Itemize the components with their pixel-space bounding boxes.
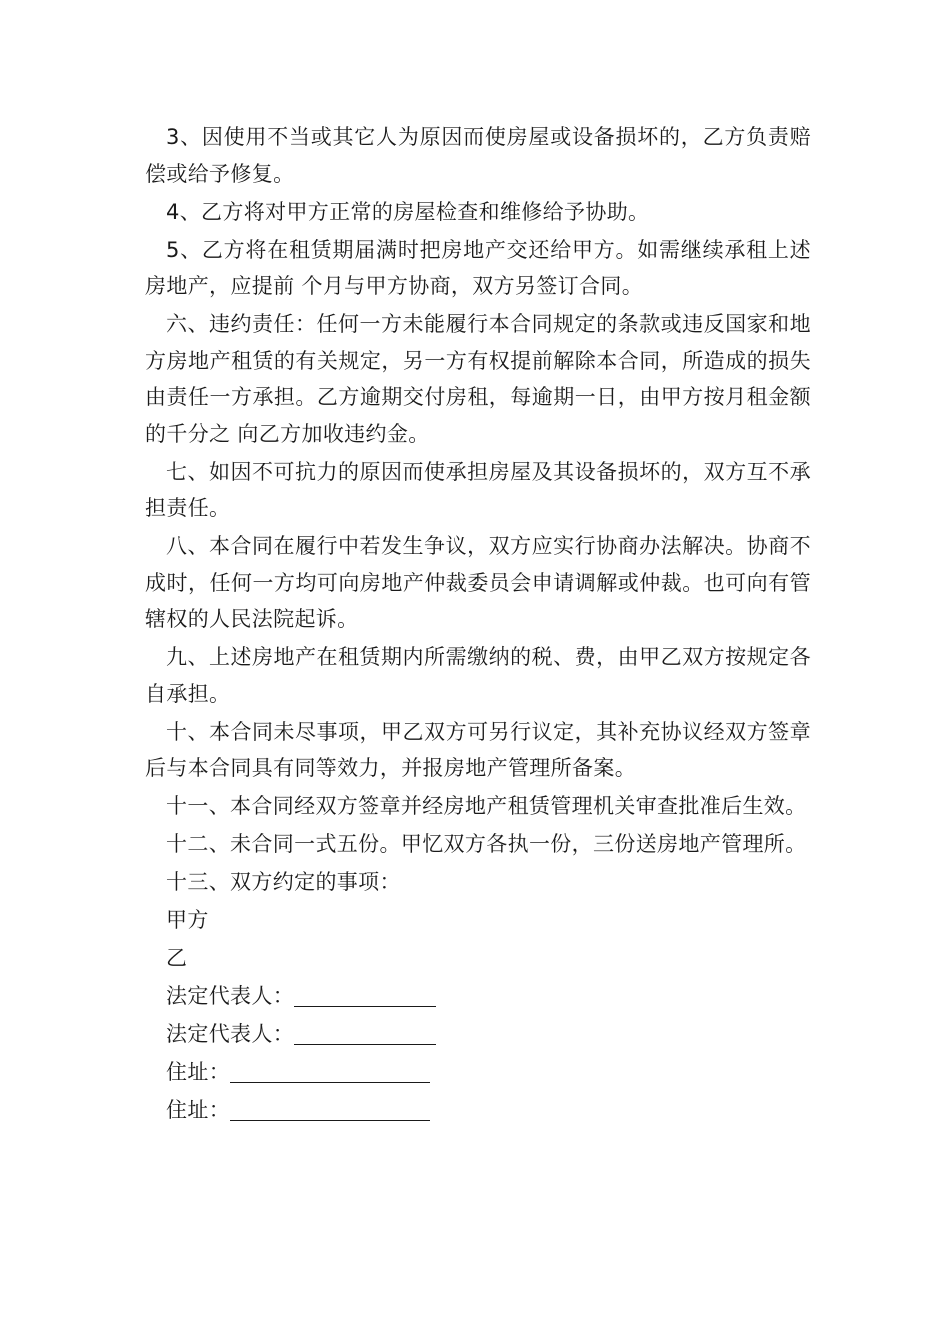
address-b-row bbox=[145, 1092, 811, 1129]
party-a-label bbox=[145, 902, 811, 939]
contract-body bbox=[145, 119, 811, 1130]
legal-rep-b-row bbox=[145, 1016, 811, 1053]
clause-3-damage-compensation: 3、因使用不当或其它人为原因而使房屋或设备损坏的，乙方负责赔偿或给予修复。 bbox=[145, 125, 811, 186]
clause-12-copies: 十二、未合同一式五份。甲忆双方各执一份，三份送房地产管理所。 bbox=[166, 832, 807, 856]
clause-11-effectiveness: 十一、本合同经双方签章并经房地产租赁管理机关审查批准后生效。 bbox=[166, 794, 807, 818]
legal-rep-b-blank[interactable] bbox=[294, 1018, 436, 1045]
address-a-label: 住址： bbox=[166, 1060, 231, 1084]
address-b-blank[interactable] bbox=[230, 1094, 430, 1121]
legal-rep-b-label: 法定代表人： bbox=[166, 1022, 295, 1046]
clause-4-inspection-assistance: 4、乙方将对甲方正常的房屋检查和维修给予协助。 bbox=[166, 199, 650, 224]
legal-rep-a-label: 法定代表人： bbox=[166, 984, 295, 1008]
clause-9-taxes-fees: 九、上述房地产在租赁期内所需缴纳的税、费，由甲乙双方按规定各自承担。 bbox=[145, 645, 811, 706]
address-a-blank[interactable] bbox=[230, 1056, 430, 1083]
party-b-label bbox=[145, 940, 811, 977]
clause-6-breach-liability: 六、违约责任：任何一方未能履行本合同规定的条款或违反国家和地方房地产租赁的有关规定，另一方有权提前解除本合同，所造成的损失由责任一方承担。乙方逾期交付房租，每逾期一日，由甲方按月租金额的千分之 向乙方加收违约金。 bbox=[145, 312, 811, 446]
legal-rep-a-row bbox=[145, 978, 811, 1015]
clause-13-agreed-matters: 十三、双方约定的事项： bbox=[166, 870, 401, 894]
address-a-row bbox=[145, 1054, 811, 1091]
clause-5-return-property: 5、乙方将在租赁期届满时把房地产交还给甲方。如需继续承租上述房地产，应提前 个月与甲方协商，双方另签订合同。 bbox=[145, 237, 811, 298]
clause-10-supplementary: 十、本合同未尽事项，甲乙双方可另行议定，其补充协议经双方签章后与本合同具有同等效力，并报房地产管理所备案。 bbox=[145, 719, 811, 780]
clause-7-force-majeure: 七、如因不可抗力的原因而使承担房屋及其设备损坏的，双方互不承担责任。 bbox=[145, 459, 811, 520]
party-b-text: 乙 bbox=[166, 946, 188, 970]
legal-rep-a-blank[interactable] bbox=[294, 980, 436, 1007]
clause-8-dispute-resolution: 八、本合同在履行中若发生争议，双方应实行协商办法解决。协商不成时，任何一方均可向房地产仲裁委员会申请调解或仲裁。也可向有管辖权的人民法院起诉。 bbox=[145, 534, 811, 631]
party-a-text: 甲方 bbox=[166, 908, 209, 932]
address-b-label: 住址： bbox=[166, 1098, 231, 1122]
